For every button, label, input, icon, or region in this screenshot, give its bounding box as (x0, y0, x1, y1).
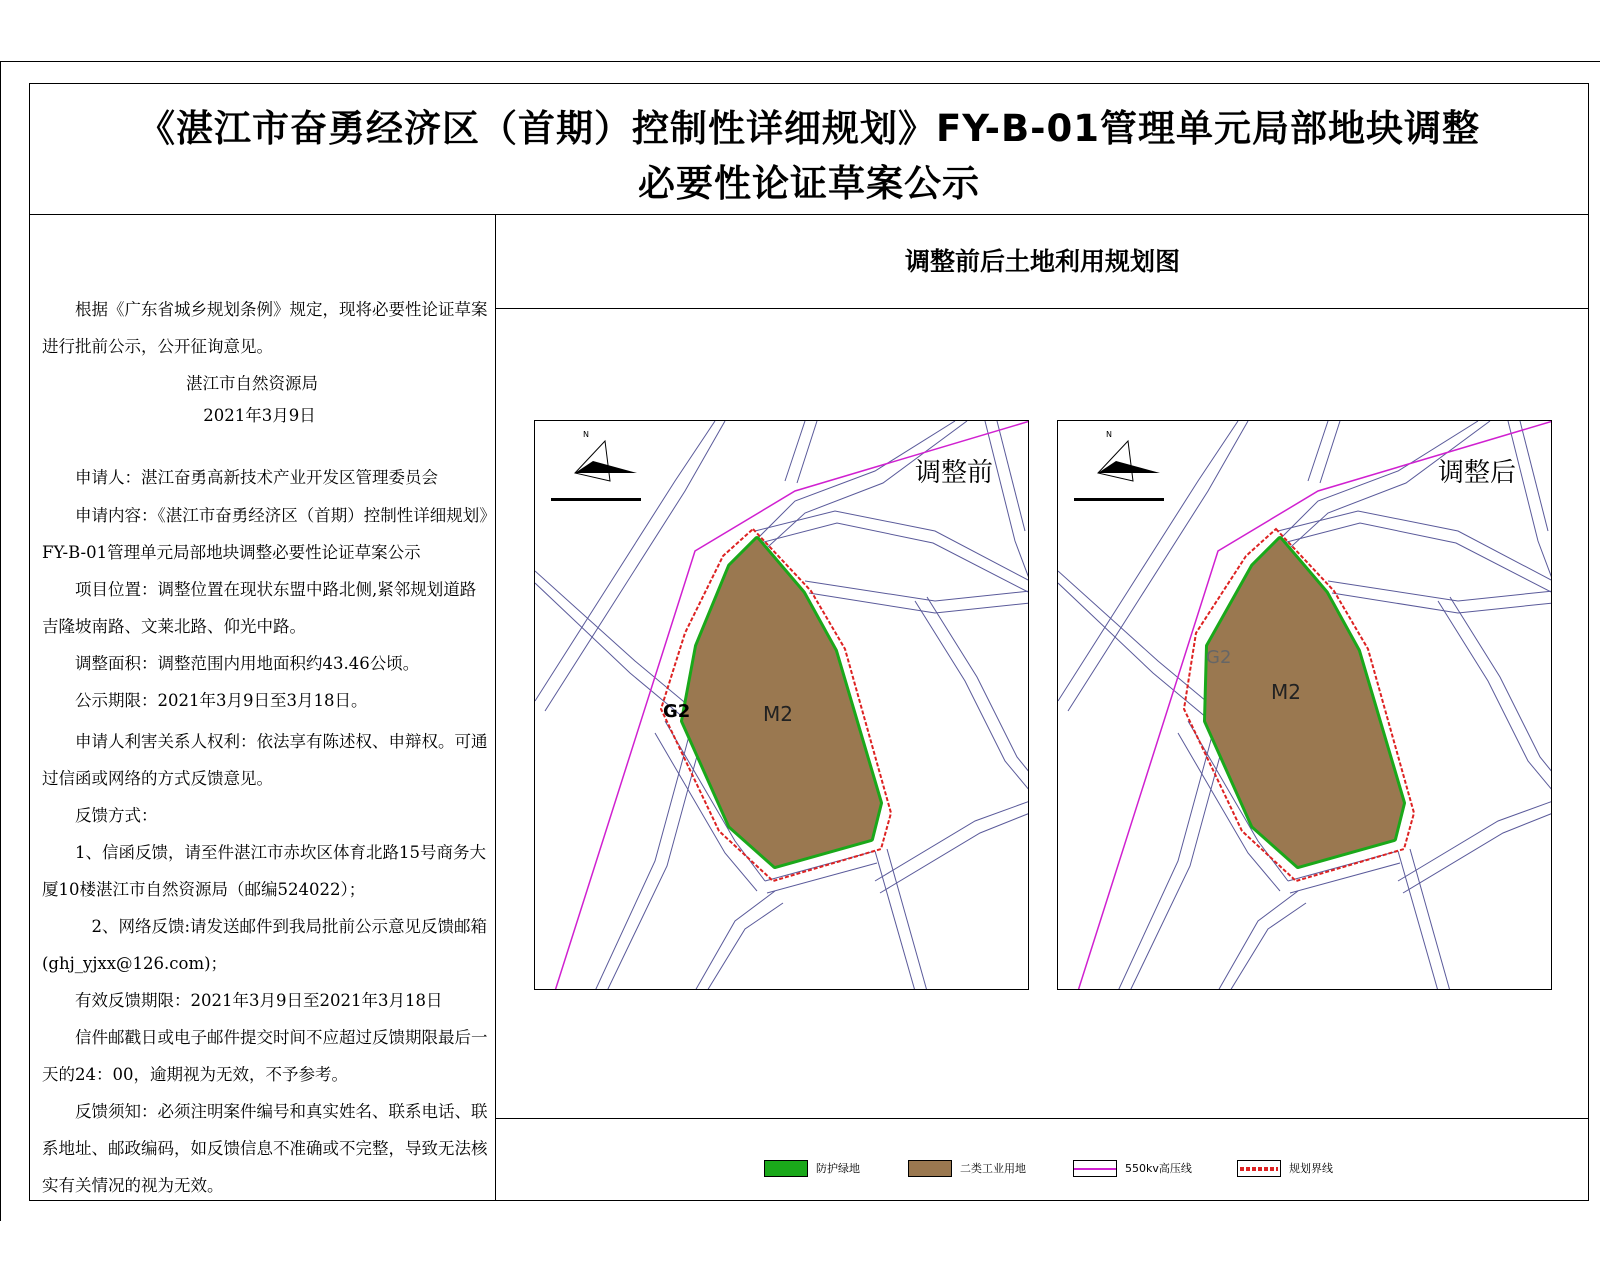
legend-swatch-industrial (908, 1160, 952, 1177)
notice-panel (29, 215, 496, 1201)
notice-rights: 申请人利害关系人权利：依法享有陈述权、申辩权。可通过信函或网络的方式反馈意见。 (42, 732, 488, 788)
legend-item-boundary (1237, 1158, 1333, 1178)
compass-icon (1098, 441, 1133, 481)
map-before-label: 调整前 (915, 458, 994, 488)
notice-feedback-title: 反馈方式： (75, 806, 158, 825)
legend-item-green (764, 1158, 860, 1178)
legend-swatch-green (764, 1160, 808, 1177)
notice-area: 调整面积：调整范围内用地面积约43.46公顷。 (75, 654, 420, 673)
notice-date: 2021年3月9日 (203, 406, 316, 425)
notice-period: 公示期限：2021年3月9日至3月18日。 (75, 691, 368, 710)
notice-notes: 反馈须知：必须注明案件编号和真实姓名、联系电话、联系地址、邮政编码，如反馈信息不准确或不完整，导致无法核实有关情况的视为无效。 (42, 1102, 488, 1195)
map-before-canvas (535, 421, 1029, 990)
map-after-label: 调整后 (1438, 458, 1517, 488)
notice-feedback-mail: 1、信函反馈，请至件湛江市赤坎区体育北路15号商务大厦10楼湛江市自然资源局（邮编524022）； (42, 843, 486, 899)
sheet-left-border (0, 61, 1, 1221)
sheet-top-border (0, 61, 1600, 62)
parcel-code-after: M2 (1271, 680, 1301, 704)
north-label: N (583, 430, 589, 439)
map-after-canvas (1058, 421, 1552, 990)
north-label: N (1106, 430, 1112, 439)
green-code-after: G2 (1206, 647, 1232, 668)
green-code-before: G2 (663, 701, 691, 722)
page-title-line-2: 必要性论证草案公示 (638, 162, 980, 205)
parcel-code-before: M2 (763, 702, 793, 726)
notice-location: 项目位置：调整位置在现状东盟中路北侧,紧邻规划道路吉隆坡南路、文莱北路、仰光中路。 (42, 580, 477, 636)
legend-label-industrial: 二类工业用地 (960, 1162, 1026, 1175)
scale-bar (551, 498, 641, 501)
legend-label-boundary: 规划界线 (1289, 1162, 1333, 1175)
map-before[interactable] (534, 420, 1029, 990)
map-after[interactable] (1057, 420, 1552, 990)
notice-applicant: 申请人：湛江奋勇高新技术产业开发区管理委员会 (75, 468, 438, 487)
legend-swatch-powerline (1073, 1160, 1117, 1177)
scale-bar (1074, 498, 1164, 501)
legend-item-industrial (908, 1158, 1026, 1178)
legend-label-powerline: 550kv高压线 (1125, 1162, 1192, 1175)
legend-bar (496, 1118, 1589, 1201)
title-block (29, 83, 1589, 215)
notice-agency: 湛江市自然资源局 (186, 374, 318, 393)
notice-valid-period: 有效反馈期限：2021年3月9日至2021年3月18日 (75, 991, 443, 1010)
notice-content: 申请内容：《湛江市奋勇经济区（首期）控制性详细规划》FY-B-01管理单元局部地块调整必要性论证草案公示 (42, 506, 488, 562)
notice-feedback-web: 2、网络反馈:请发送邮件到我局批前公示意见反馈邮箱(ghj_yjxx@126.com)； (42, 917, 488, 973)
compass-icon (575, 441, 610, 481)
notice-deadline: 信件邮戳日或电子邮件提交时间不应超过反馈期限最后一天的24：00，逾期视为无效，不予参考。 (42, 1028, 488, 1084)
map-section-title: 调整前后土地利用规划图 (496, 215, 1589, 309)
page-title-line-1: 《湛江市奋勇经济区（首期）控制性详细规划》FY-B-01管理单元局部地块调整 (137, 107, 1481, 150)
legend-label-green: 防护绿地 (816, 1162, 860, 1175)
legend-item-powerline (1073, 1158, 1192, 1178)
legend-swatch-boundary (1237, 1160, 1281, 1177)
notice-intro: 根据《广东省城乡规划条例》规定，现将必要性论证草案进行批前公示，公开征询意见。 (42, 300, 488, 356)
